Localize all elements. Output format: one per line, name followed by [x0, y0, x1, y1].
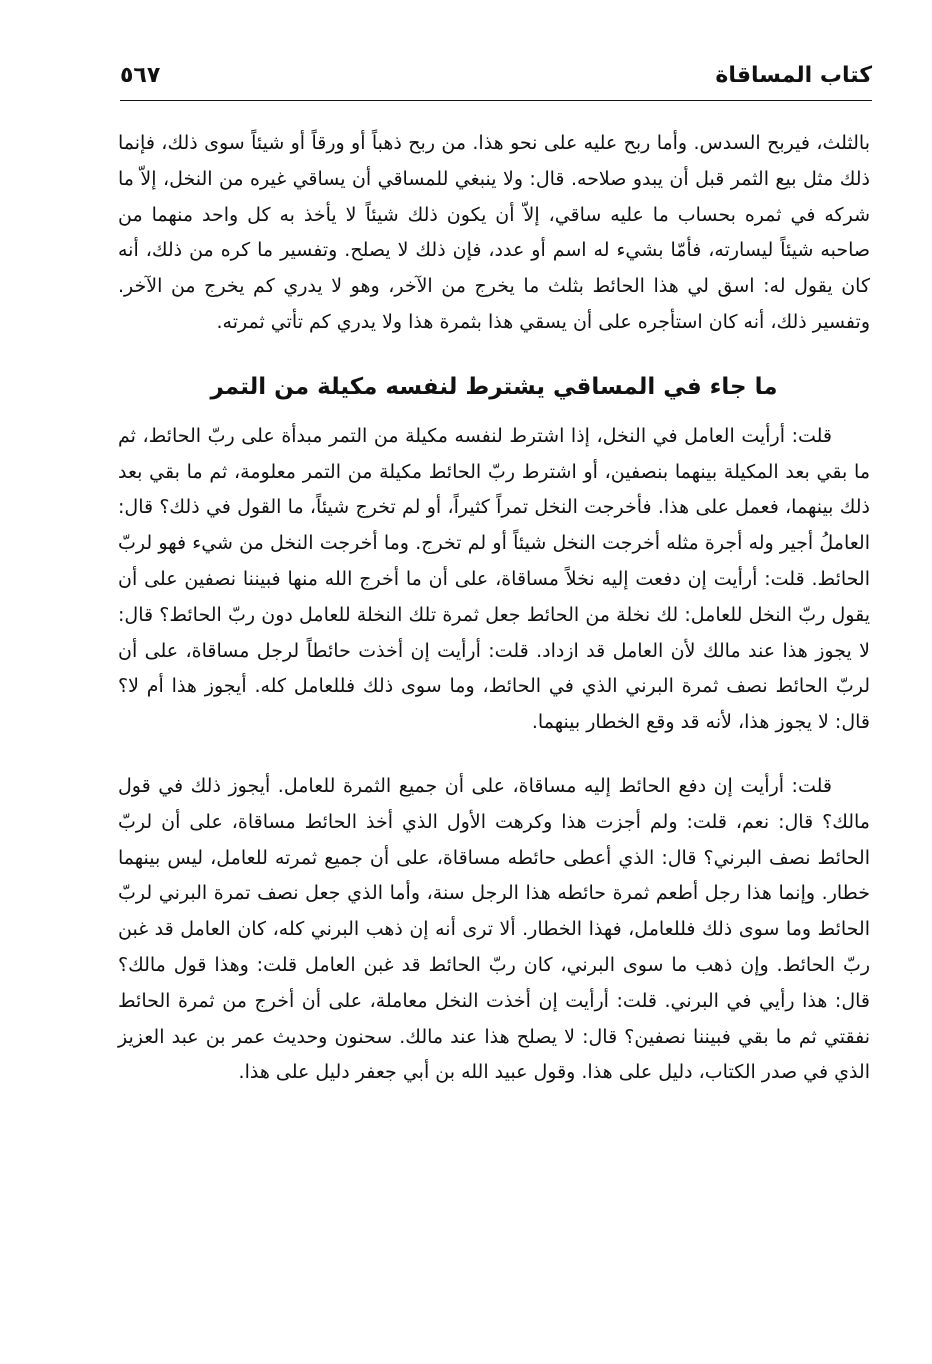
paragraph-question-two: قلت: أرأيت إن دفع الحائط إليه مساقاة، على أن جميع الثمرة للعامل. أيجوز ذلك في قول مالك؟ قال: نعم، قلت: ولم أجزت هذا وكرهت الأول الذي أخذ الحائط مساقاة، على أن لربّ الحائط نصف البرني؟ قال: الذي أعطى حائطه مساقاة، على أن جميع ثمرته للعامل، ليس بينهما خطار. وإنما هذا رجل أطعم ثمرة حائطه هذا الرجل سنة، وأما الذي جعل نصف تمرة البرني لربّ الحائط وما سوى ذلك فللعامل، فهذا الخطار. ألا ترى أنه إن ذهب البرني كله، كان العامل قد غبن ربّ الحائط. وإن ذهب ما سوى البرني، كان ربّ الحائط قد غبن العامل قلت: وهذا قول مالك؟ قال: هذا رأيي في البرني. قلت: أرأيت إن أخذت النخل معاملة، على أن أخرج من ثمرة الحائط نفقتي ثم ما بقي فبيننا نصفين؟ قال: لا يصلح هذا عند مالك. سحنون وحديث عمر بن عبد العزيز الذي في صدر الكتاب، دليل على هذا. وقول عبيد الله بن أبي جعفر دليل على هذا. — [118, 774, 870, 1084]
book-title: كتاب المساقاة — [715, 63, 872, 88]
paragraph-gap — [118, 741, 870, 769]
paragraph-question-one: قلت: أرأيت العامل في النخل، إذا اشترط لنفسه مكيلة من التمر مبدأة على ربّ الحائط، ثم ما بقي بعد المكيلة بينهما بنصفين، أو اشترط ربّ الحائط مكيلة من التمر معلومة، ثم ما بقي بعد ذلك بينهما، فعمل على هذا. فأخرجت النخل تمراً كثيراً، أو لم تخرج شيئاً، ما القول في ذلك؟ قال: العاملُ أجير وله أجرة مثله أخرجت النخل شيئاً أو لم تخرج. وما أخرجت النخل من شيء فهو لربّ الحائط. قلت: أرأيت إن دفعت إليه نخلاً مساقاة، على أن ما أخرج الله منها فبيننا نصفين على أن يقول ربّ النخل للعامل: لك نخلة من الحائط جعل ثمرة تلك النخلة للعامل دون ربّ الحائط؟ قال: لا يجوز هذا عند مالك لأن العامل قد ازداد. قلت: أرأيت إن أخذت حائطاً لرجل مساقاة، على أن لربّ الحائط نصف ثمرة البرني الذي في الحائط، وما سوى ذلك فللعامل كله. أيجوز هذا أم لا؟ قال: لا يجوز هذا، لأنه قد وقع الخطار بينهما. — [118, 424, 870, 734]
body-text — [118, 126, 870, 1091]
running-head — [120, 62, 872, 96]
page-number: ٥٦٧ — [120, 63, 161, 88]
header-rule — [120, 100, 872, 101]
paragraph-opening: بالثلث، فيربح السدس. وأما ربح عليه على نحو هذا. من ربح ذهباً أو ورقاً أو شيئاً سوى ذلك، فإنما ذلك مثل بيع الثمر قبل أن يبدو صلاحه. قال: ولا ينبغي للمساقي أن يساقي غيره من النخل، إلاّ ما شركه في ثمره بحساب ما عليه ساقي، إلاّ أن يكون ذلك شيئاً لا يأخذ به كل واحد منهما من صاحبه شيئاً ليسارته، فأمّا بشيء له اسم أو عدد، فإن ذلك لا يصلح. وتفسير ما كره من ذلك، أنه كان يقول له: اسق لي هذا الحائط بثلث ما يخرج من الآخر، وهو لا يدري كم يخرج من الآخر. وتفسير ذلك، أنه كان استأجره على أن يسقي هذا بثمرة هذا ولا يدري كم تأتي ثمرته. — [118, 132, 870, 333]
section-heading: ما جاء في المساقي يشترط لنفسه مكيلة من التمر — [210, 373, 778, 400]
